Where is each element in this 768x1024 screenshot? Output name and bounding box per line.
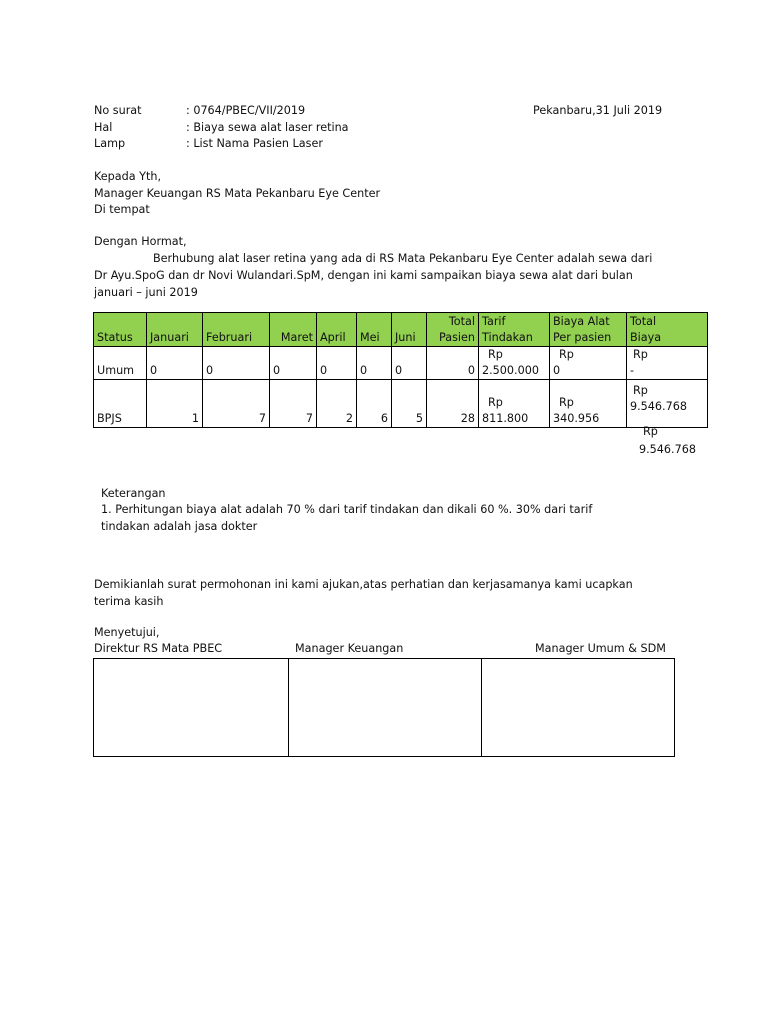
no-surat-value: : 0764/PBEC/VII/2019 <box>186 104 306 117</box>
header-total-biaya <box>627 313 708 347</box>
approval-label: Menyetujui, <box>94 626 160 639</box>
cell-total-biaya <box>627 347 708 380</box>
cell-januari: 0 <box>147 347 203 380</box>
keterangan-line-2: tindakan adalah jasa dokter <box>101 520 258 533</box>
table-header-row <box>94 313 708 347</box>
header-status: Status <box>94 313 147 347</box>
cell-januari: 1 <box>147 380 203 428</box>
place-date: Pekanbaru,31 Juli 2019 <box>533 104 663 117</box>
signature-box-direktur <box>93 658 289 757</box>
header-total-biaya-line-1: Total <box>630 315 657 328</box>
cell-biaya-value: 340.956 <box>553 412 600 425</box>
signer-keuangan: Manager Keuangan <box>295 642 404 655</box>
cell-biaya-value: 0 <box>553 364 561 377</box>
header-tarif <box>479 313 550 347</box>
cell-tarif-value: 2.500.000 <box>482 364 539 377</box>
grand-total-value: 9.546.768 <box>639 443 696 456</box>
cell-tarif-value: 811.800 <box>482 412 529 425</box>
header-april: April <box>317 313 357 347</box>
header-mei: Mei <box>357 313 392 347</box>
cell-status: Umum <box>94 347 147 380</box>
paragraph-line-3: januari – juni 2019 <box>94 286 198 299</box>
cell-februari: 7 <box>203 380 270 428</box>
cell-tarif-currency: Rp <box>488 348 503 361</box>
recipient-name: Manager Keuangan RS Mata Pekanbaru Eye Center <box>94 187 381 200</box>
signer-direktur: Direktur RS Mata PBEC <box>94 642 223 655</box>
header-maret: Maret <box>270 313 317 347</box>
header-januari: Januari <box>147 313 203 347</box>
hal-label: Hal <box>94 121 113 134</box>
header-februari: Februari <box>203 313 270 347</box>
paragraph-line-1: Berhubung alat laser retina yang ada di RS Mata Pekanbaru Eye Center adalah sewa dari <box>153 252 653 265</box>
lamp-value: : List Nama Pasien Laser <box>186 137 323 150</box>
table-row <box>94 347 708 380</box>
recipient-place: Di tempat <box>94 203 150 216</box>
header-biaya-alat <box>550 313 627 347</box>
cell-tarif-currency: Rp <box>488 396 503 409</box>
header-tarif-line-1: Tarif <box>482 315 506 328</box>
cell-juni: 0 <box>392 347 427 380</box>
cell-biaya-alat <box>550 347 627 380</box>
signer-umum: Manager Umum & SDM <box>535 642 666 655</box>
closing-line-1: Demikianlah surat permohonan ini kami ajukan,atas perhatian dan kerjasamanya kami ucapkan <box>94 578 633 591</box>
cell-maret: 7 <box>270 380 317 428</box>
keterangan-line-1: 1. Perhitungan biaya alat adalah 70 % dari tarif tindakan dan dikali 60 %. 30% dari tarif <box>101 503 593 516</box>
cell-total-pasien: 0 <box>427 347 479 380</box>
table-row <box>94 380 708 428</box>
header-biaya-alat-line-2: Per pasien <box>553 331 612 344</box>
header-total-pasien-line-1: Total <box>448 315 475 328</box>
cell-juni: 5 <box>392 380 427 428</box>
lamp-label: Lamp <box>94 137 126 150</box>
grand-total-currency: Rp <box>643 425 658 438</box>
keterangan-title: Keterangan <box>101 487 166 500</box>
no-surat-label: No surat <box>94 104 142 117</box>
cell-total-value: - <box>630 364 635 377</box>
cost-table <box>93 312 708 428</box>
header-biaya-alat-line-1: Biaya Alat <box>553 315 610 328</box>
cell-tarif <box>479 380 550 428</box>
cell-total-currency: Rp <box>633 384 648 397</box>
cell-biaya-currency: Rp <box>559 396 574 409</box>
cell-maret: 0 <box>270 347 317 380</box>
cell-februari: 0 <box>203 347 270 380</box>
cell-total-value: 9.546.768 <box>630 400 687 413</box>
cell-mei: 6 <box>357 380 392 428</box>
hal-value: : Biaya sewa alat laser retina <box>186 121 349 134</box>
paragraph-line-2: Dr Ayu.SpoG dan dr Novi Wulandari.SpM, dengan ini kami sampaikan biaya sewa alat dari bulan <box>94 269 633 282</box>
cell-status: BPJS <box>94 380 147 428</box>
cell-april: 2 <box>317 380 357 428</box>
header-total-pasien-line-2: Pasien <box>438 331 475 344</box>
header-total-biaya-line-2: Biaya <box>630 331 662 344</box>
cell-biaya-currency: Rp <box>559 348 574 361</box>
header-juni: Juni <box>392 313 427 347</box>
cell-total-currency: Rp <box>633 348 648 361</box>
cell-tarif <box>479 347 550 380</box>
cell-mei: 0 <box>357 347 392 380</box>
signature-box-umum <box>481 658 675 757</box>
cell-april: 0 <box>317 347 357 380</box>
signature-box-keuangan <box>288 658 482 757</box>
cell-total-pasien: 28 <box>427 380 479 428</box>
header-tarif-line-2: Tindakan <box>482 331 533 344</box>
closing-line-2: terima kasih <box>94 595 164 608</box>
greeting: Dengan Hormat, <box>94 235 187 248</box>
cell-total-biaya <box>627 380 708 428</box>
cell-biaya-alat <box>550 380 627 428</box>
recipient-salutation: Kepada Yth, <box>94 170 161 183</box>
header-total-pasien <box>427 313 479 347</box>
